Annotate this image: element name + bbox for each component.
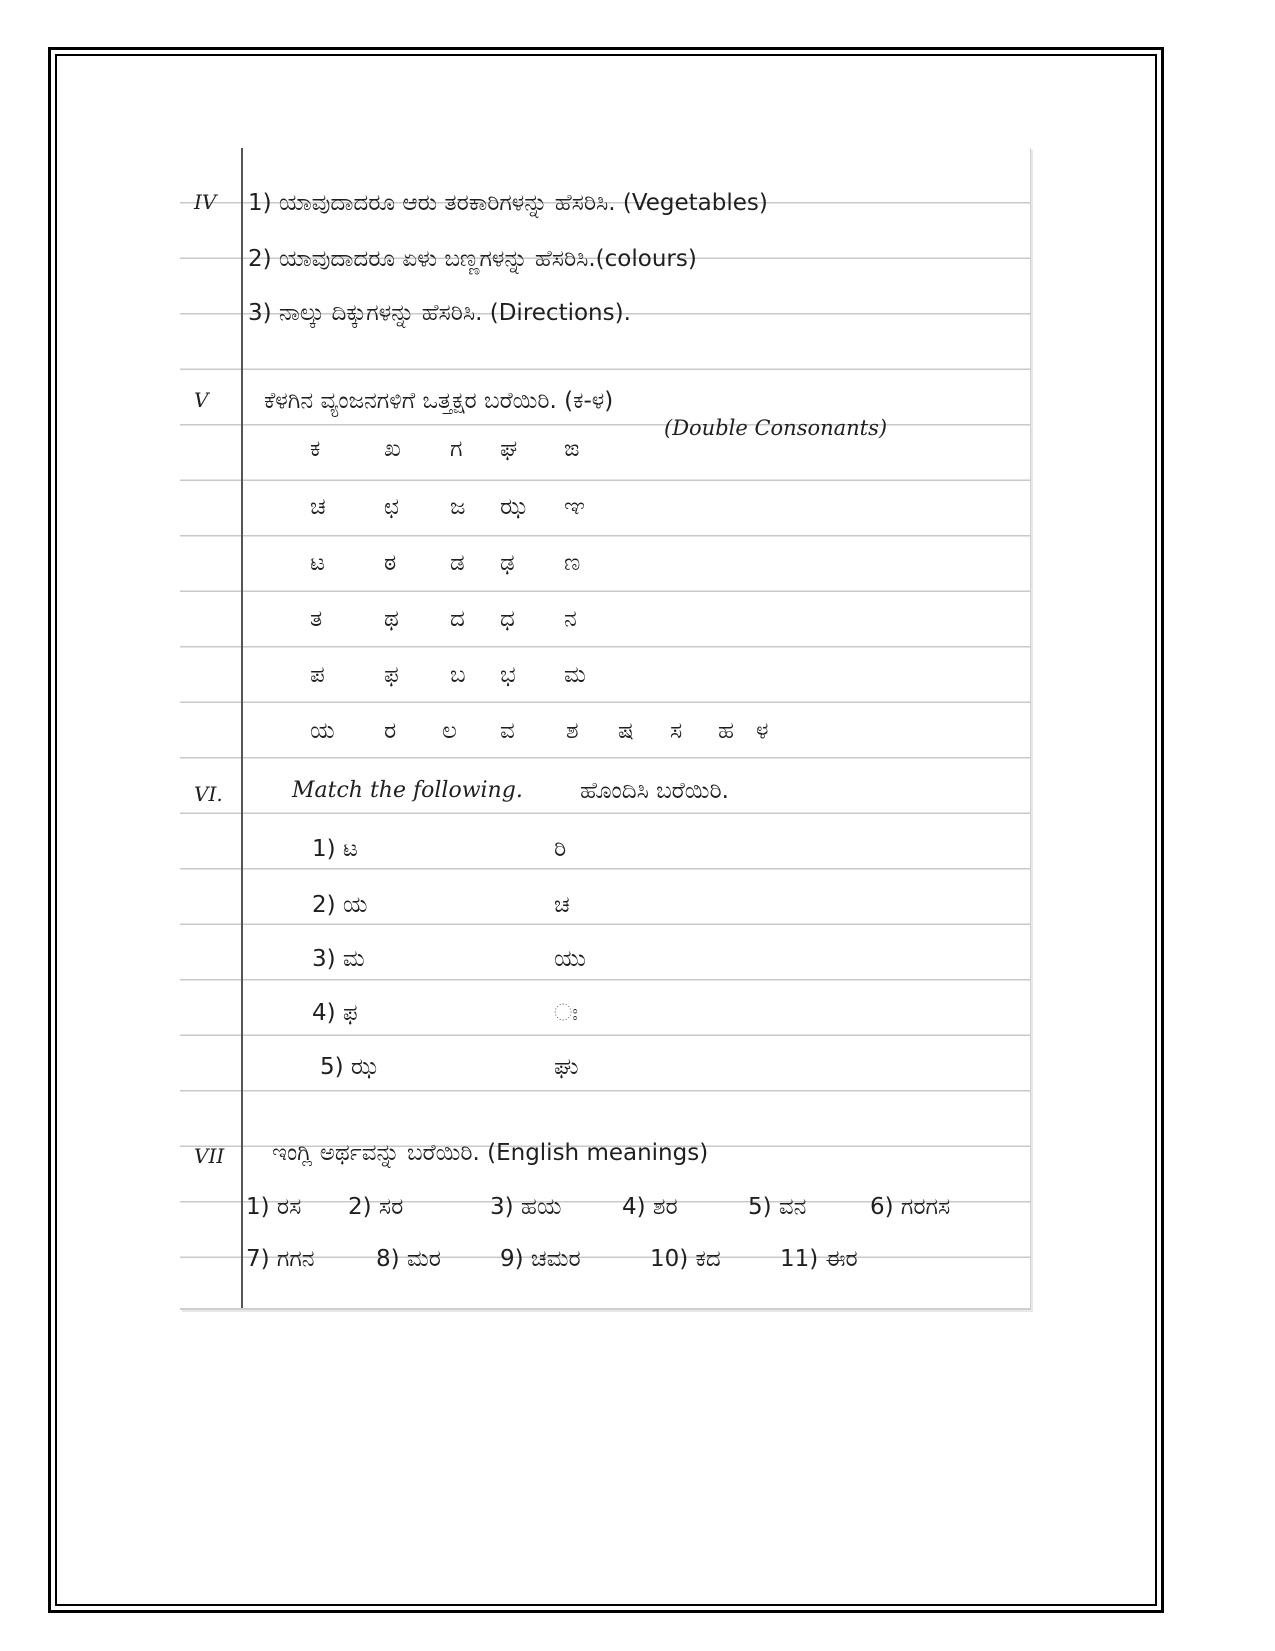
letter: ಶ: [566, 718, 579, 744]
letter: ದ: [450, 606, 465, 632]
word-item: 9) ಚಮರ: [500, 1246, 581, 1272]
margin-line: [241, 148, 243, 1308]
notebook-sheet: [180, 148, 1031, 1310]
match-left: 3) ಮ: [312, 946, 365, 972]
section-note: (Double Consonants): [664, 416, 888, 440]
section-instruction: ಕೆಳಗಿನ ವ್ಯಂಜನಗಳಿಗೆ ಒತ್ತಕ್ಷರ ಬರೆಯಿರಿ. (ಕ-ಳ): [264, 388, 614, 414]
letter: ತ: [310, 606, 323, 632]
match-right: ಯು: [554, 946, 586, 972]
match-left: 5) ಝ: [320, 1054, 378, 1080]
word-item: 8) ಮರ: [376, 1246, 441, 1272]
word-item: 4) ಶರ: [622, 1194, 678, 1220]
letter: ಟ: [310, 550, 326, 576]
letter: ಷ: [618, 718, 634, 744]
section-numeral: VI.: [194, 782, 223, 806]
letter: ಠ: [384, 550, 397, 576]
word-item: 7) ಗಗನ: [246, 1246, 315, 1272]
word-item: 11) ಈರ: [780, 1246, 858, 1272]
question-item: 3) ನಾಲ್ಕು ದಿಕ್ಕುಗಳನ್ನು ಹೆಸರಿಸಿ. (Directions).: [248, 300, 631, 326]
letter: ಘ: [500, 436, 518, 462]
letter: ವ: [500, 718, 515, 744]
letter: ಪ: [310, 662, 325, 688]
letter: ಛ: [384, 494, 400, 520]
letter: ಮ: [564, 662, 586, 688]
letter: ಬ: [450, 662, 466, 688]
word-item: 6) ಗರಗಸ: [870, 1194, 951, 1220]
section-numeral: IV: [194, 190, 217, 214]
letter: ರ: [384, 718, 397, 744]
letter: ಸ: [670, 718, 683, 744]
letter: ಖ: [384, 436, 401, 462]
match-right: ಚ: [554, 892, 570, 918]
letter: ಲ: [442, 718, 457, 744]
match-left: 1) ಟ: [312, 836, 358, 862]
section-instruction-kn: ಹೊಂದಿಸಿ ಬರೆಯಿರಿ.: [580, 778, 729, 804]
match-right: ಃ: [554, 1000, 578, 1026]
letter: ಡ: [450, 550, 465, 576]
letter: ಧ: [500, 606, 515, 632]
letter: ಳ: [756, 718, 769, 744]
letter: ನ: [564, 606, 577, 632]
word-item: 2) ಸರ: [348, 1194, 404, 1220]
section-numeral: VII: [194, 1144, 225, 1168]
word-item: 1) ರಸ: [246, 1194, 302, 1220]
word-item: 10) ಕದ: [650, 1246, 721, 1272]
letter: ಯ: [310, 718, 335, 744]
letter: ಚ: [310, 494, 326, 520]
section-numeral: V: [194, 388, 209, 412]
section-instruction-en: Match the following.: [292, 778, 523, 803]
match-right: ರಿ: [554, 836, 567, 862]
letter: ಥ: [384, 606, 399, 632]
letter: ಭ: [500, 662, 516, 688]
match-left: 4) ಫ: [312, 1000, 358, 1026]
letter: ಢ: [500, 550, 515, 576]
letter: ಣ: [564, 550, 581, 576]
letter: ಝ: [500, 494, 527, 520]
section-instruction: ಇಂಗ್ಲಿ ಅರ್ಥವನ್ನು ಬರೆಯಿರಿ. (English meanings): [272, 1140, 709, 1166]
word-item: 3) ಹಯ: [490, 1194, 562, 1220]
question-item: 2) ಯಾವುದಾದರೂ ಏಳು ಬಣ್ಣಗಳನ್ನು ಹೆಸರಿಸಿ.(colours): [248, 246, 697, 272]
letter: ಞ: [564, 494, 585, 520]
question-item: 1) ಯಾವುದಾದರೂ ಆರು ತರಕಾರಿಗಳನ್ನು ಹೆಸರಿಸಿ. (Vegetables): [248, 190, 768, 216]
letter: ಗ: [450, 436, 463, 462]
letter: ಕ: [310, 436, 321, 462]
word-item: 5) ವನ: [748, 1194, 807, 1220]
letter: ಜ: [450, 494, 466, 520]
letter: ಫ: [384, 662, 399, 688]
match-right: ಘು: [554, 1054, 579, 1080]
letter: ಹ: [718, 718, 734, 744]
letter: ಙ: [564, 436, 580, 462]
match-left: 2) ಯ: [312, 892, 368, 918]
